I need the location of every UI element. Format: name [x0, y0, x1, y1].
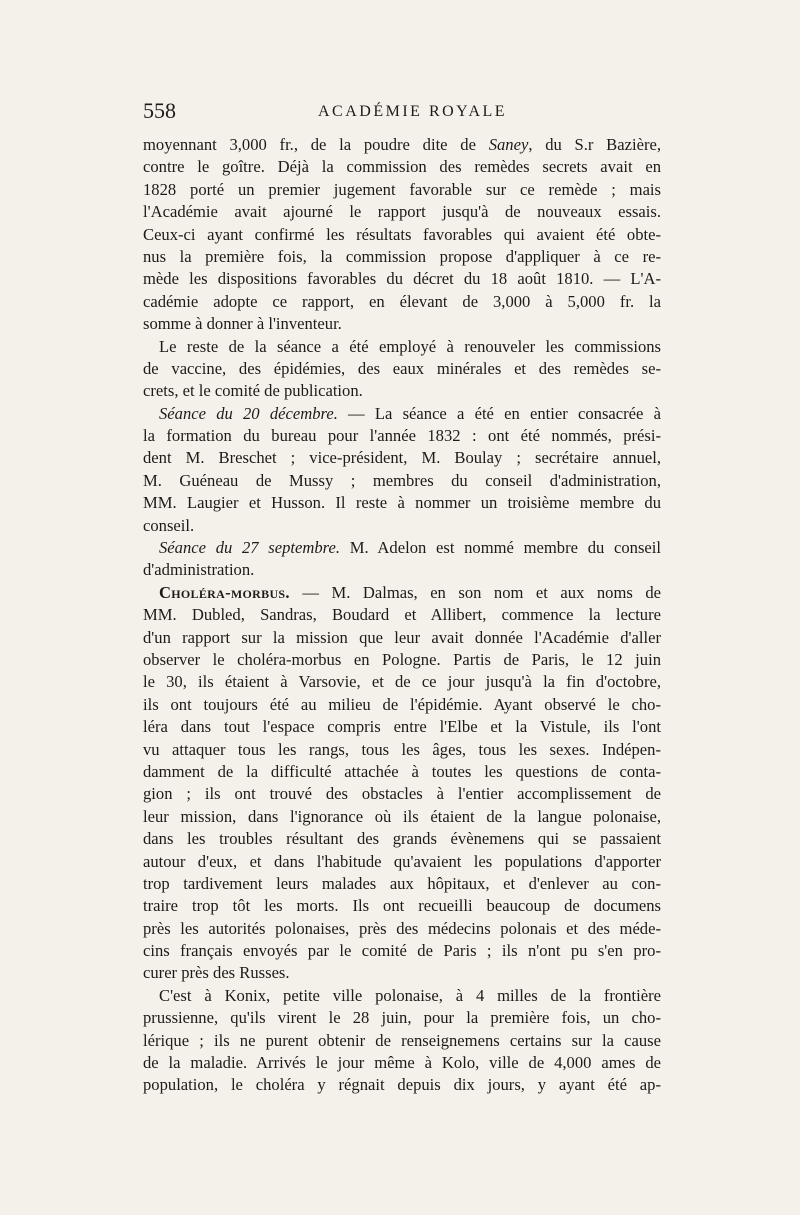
text-line: population, le choléra y régnait depuis dix jours, y ayant été ap- [143, 1075, 661, 1095]
text-line: Le reste de la séance a été employé à renouveler les commissions [159, 336, 661, 356]
text-line: près les autorités polonaises, près des médecins polonais et des méde- [143, 918, 661, 938]
text-line: MM. Dubled, Sandras, Boudard et Allibert, commence la lecture [143, 605, 661, 625]
page-header [143, 96, 663, 126]
text-line: l'Académie avait ajourné le rapport jusqu'à de nouveaux essais. [143, 202, 661, 222]
text-line: observer le choléra-morbus en Pologne. Partis de Paris, le 12 juin [143, 649, 661, 669]
text-line: Séance du 27 septembre. M. Adelon est nommé membre du conseil [159, 538, 661, 558]
text-line: C'est à Konix, petite ville polonaise, à 4 milles de la frontière [159, 985, 661, 1005]
text-line: traire trop tôt les morts. Ils ont recueilli beaucoup de documens [143, 896, 661, 916]
text-line: M. Guéneau de Mussy ; membres du conseil d'administration, [143, 470, 661, 490]
text-line: conseil. [143, 515, 195, 535]
text-line: d'administration. [143, 560, 255, 580]
text-line: curer près des Russes. [143, 963, 290, 983]
text-line: nus la première fois, la commission propose d'appliquer à ce re- [143, 246, 661, 266]
text-line: de la maladie. Arrivés le jour même à Kolo, ville de 4,000 ames de [143, 1053, 661, 1073]
text-line: lérique ; ils ne purent obtenir de renseignemens certains sur la cause [143, 1030, 661, 1050]
text-line: MM. Laugier et Husson. Il reste à nommer un troisième membre du [143, 493, 661, 513]
body-text [143, 134, 661, 1097]
text-line: leur mission, dans l'ignorance où ils étaient de la langue polonaise, [143, 806, 661, 826]
text-line: mède les dispositions favorables du décret du 18 août 1810. — L'A- [143, 269, 661, 289]
text-line: ils ont toujours été au milieu de l'épidémie. Ayant observé le cho- [143, 694, 661, 714]
running-title: ACADÉMIE ROYALE [318, 103, 508, 120]
text-line: cadémie adopte ce rapport, en élevant de 3,000 à 5,000 fr. la [143, 291, 661, 311]
text-line: somme à donner à l'inventeur. [143, 314, 342, 334]
text-line: de vaccine, des épidémies, des eaux minérales et des remèdes se- [143, 358, 661, 378]
text-line: dans les troubles résultant des grands évènemens qui se passaient [143, 829, 661, 849]
text-line: crets, et le comité de publication. [143, 381, 363, 401]
text-line: moyennant 3,000 fr., de la poudre dite de Saney, du S.r Bazière, [143, 135, 661, 154]
text-line: gion ; ils ont trouvé des obstacles à l'entier accomplissement de [143, 784, 661, 804]
text-line: vu attaquer tous les rangs, tous les âges, tous les sexes. Indépen- [143, 739, 661, 759]
text-line: le 30, ils étaient à Varsovie, et de ce jour jusqu'à la fin d'octobre, [143, 672, 661, 692]
text-line: Séance du 20 décembre. — La séance a été en entier consacrée à [159, 403, 661, 423]
text-line: d'un rapport sur la mission que leur avait donnée l'Académie d'aller [143, 627, 661, 647]
text-line: trop tardivement leurs malades aux hôpitaux, et d'enlever au con- [143, 873, 661, 893]
text-line: Ceux-ci ayant confirmé les résultats favorables qui avaient été obte- [143, 224, 661, 244]
text-line: léra dans tout l'espace compris entre l'Elbe et la Vistule, ils l'ont [143, 717, 661, 737]
text-line: autour d'eux, et dans l'habitude qu'avaient les populations d'apporter [143, 851, 661, 871]
text-line: cins français envoyés par le comité de Paris ; ils n'ont pu s'en pro- [143, 941, 661, 961]
text-line: prussienne, qu'ils virent le 28 juin, pour la première fois, un cho- [143, 1008, 661, 1028]
text-line: dent M. Breschet ; vice-président, M. Boulay ; secrétaire annuel, [143, 448, 661, 468]
text-line: la formation du bureau pour l'année 1832 : ont été nommés, prési- [143, 426, 661, 446]
page-number: 558 [143, 98, 176, 123]
text-line: contre le goître. Déjà la commission des remèdes secrets avait en [143, 157, 661, 177]
text-line: 1828 porté un premier jugement favorable sur ce remède ; mais [143, 179, 661, 199]
text-line: damment de la difficulté attachée à toutes les questions de conta- [143, 761, 661, 781]
text-line: Choléra-morbus. — M. Dalmas, en son nom et aux noms de [159, 582, 661, 602]
